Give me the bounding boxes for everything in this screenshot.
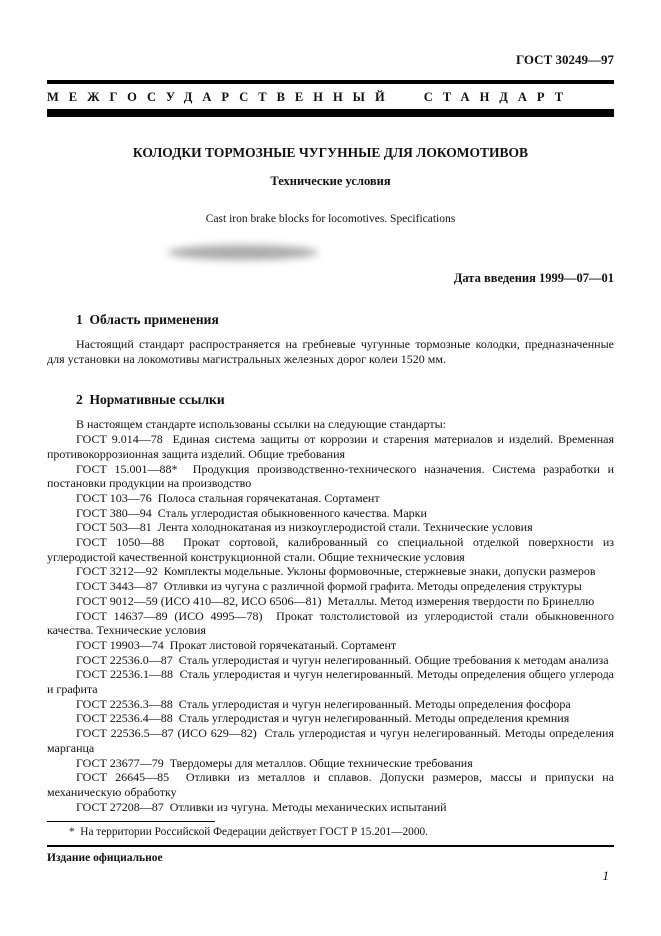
section-1-paragraph: Настоящий стандарт распространяется на гребневые чугунные тормозные колодки, предназначенные для установки на локомотивы магистральных железных дорог колеи 1520 мм. <box>47 337 614 366</box>
footnote-rule <box>47 821 215 822</box>
gost-reference: ГОСТ 3212—92 Комплекты модельные. Уклоны формовочные, стержневые знаки, допуски размеров <box>76 564 596 579</box>
gost-reference: ГОСТ 14637—89 (ИСО 4995—78) Прокат толстолистовой из углеродистой стали обыкновенного качества. Технические условия <box>47 608 614 638</box>
scan-smudge-artifact <box>168 245 318 260</box>
doc-number: ГОСТ 30249—97 <box>515 52 614 67</box>
gost-reference: ГОСТ 22536.5—87 (ИСО 629—82) Сталь углеродистая и чугун нелегированный. Методы определения марганца <box>47 726 614 755</box>
section-1-heading: 1 Область применения <box>76 312 219 327</box>
page-number: 1 <box>602 868 609 883</box>
header-rule-top <box>47 80 614 84</box>
gost-reference: ГОСТ 23677—79 Твердомеры для металлов. Общие технические требования <box>76 755 473 770</box>
english-title: Cast iron brake blocks for locomotives. Specifications <box>205 213 456 225</box>
footnote-text: * На территории Российской Федерации действует ГОСТ Р 15.201—2000. <box>69 826 428 839</box>
gost-reference: ГОСТ 27208—87 Отливки из чугуна. Методы механических испытаний <box>76 799 447 814</box>
document-title: КОЛОДКИ ТОРМОЗНЫЕ ЧУГУННЫЕ ДЛЯ ЛОКОМОТИВОВ <box>132 145 529 160</box>
header-rule-bottom <box>47 109 614 117</box>
edition-label: Издание официальное <box>47 852 163 864</box>
standard-banner: МЕЖГОСУДАРСТВЕННЫЙ СТАНДАРТ <box>47 90 574 104</box>
gost-reference: ГОСТ 1050—88 Прокат сортовой, калиброванный со специальной отделкой поверхности из углеродистой качественной конструкционной стали. Общие технические условия <box>47 535 614 564</box>
gost-reference: ГОСТ 503—81 Лента холоднокатаная из низкоуглеродистой стали. Технические условия <box>76 520 533 535</box>
footer-rule <box>47 845 614 847</box>
section-2-heading: 2 Нормативные ссылки <box>76 392 225 408</box>
gost-reference: ГОСТ 19903—74 Прокат листовой горячекатаный. Сортамент <box>76 637 397 652</box>
gost-reference: ГОСТ 103—76 Полоса стальная горячекатаная. Сортамент <box>76 490 380 505</box>
document-subtitle: Технические условия <box>270 174 391 188</box>
gost-reference: ГОСТ 22536.4—88 Сталь углеродистая и чугун нелегированный. Методы определения кремния <box>76 711 570 726</box>
introduction-date: Дата введения 1999—07—01 <box>453 271 614 285</box>
gost-reference: ГОСТ 15.001—88* Продукция производственно-технического назначения. Система разработки и постановки продукции на производство <box>47 461 614 491</box>
gost-reference: ГОСТ 26645—85 Отливки из металлов и сплавов. Допуски размеров, массы и припуски на механическую обработку <box>47 770 614 799</box>
gost-reference: ГОСТ 22536.3—88 Сталь углеродистая и чугун нелегированный. Методы определения фосфора <box>76 696 571 711</box>
section-2-intro: В настоящем стандарте использованы ссылки на следующие стандарты: <box>76 417 447 432</box>
gost-reference: ГОСТ 380—94 Сталь углеродистая обыкновенного качества. Марки <box>76 505 427 520</box>
gost-reference: ГОСТ 9.014—78 Единая система защиты от коррозии и старения материалов и изделий. Временная противокоррозионная защита изделий. Общие требования <box>47 432 614 461</box>
references-list <box>47 432 614 814</box>
gost-reference: ГОСТ 22536.1—88 Сталь углеродистая и чугун нелегированный. Методы определения общего углерода и графита <box>47 667 614 697</box>
gost-reference: ГОСТ 22536.0—87 Сталь углеродистая и чугун нелегированный. Общие требования к методам анализа <box>76 652 609 667</box>
gost-reference: ГОСТ 9012—59 (ИСО 410—82, ИСО 6506—81) Металлы. Метод измерения твердости по Бринеллю <box>76 593 595 608</box>
gost-reference: ГОСТ 3443—87 Отливки из чугуна с различной формой графита. Методы определения структуры <box>76 579 582 594</box>
